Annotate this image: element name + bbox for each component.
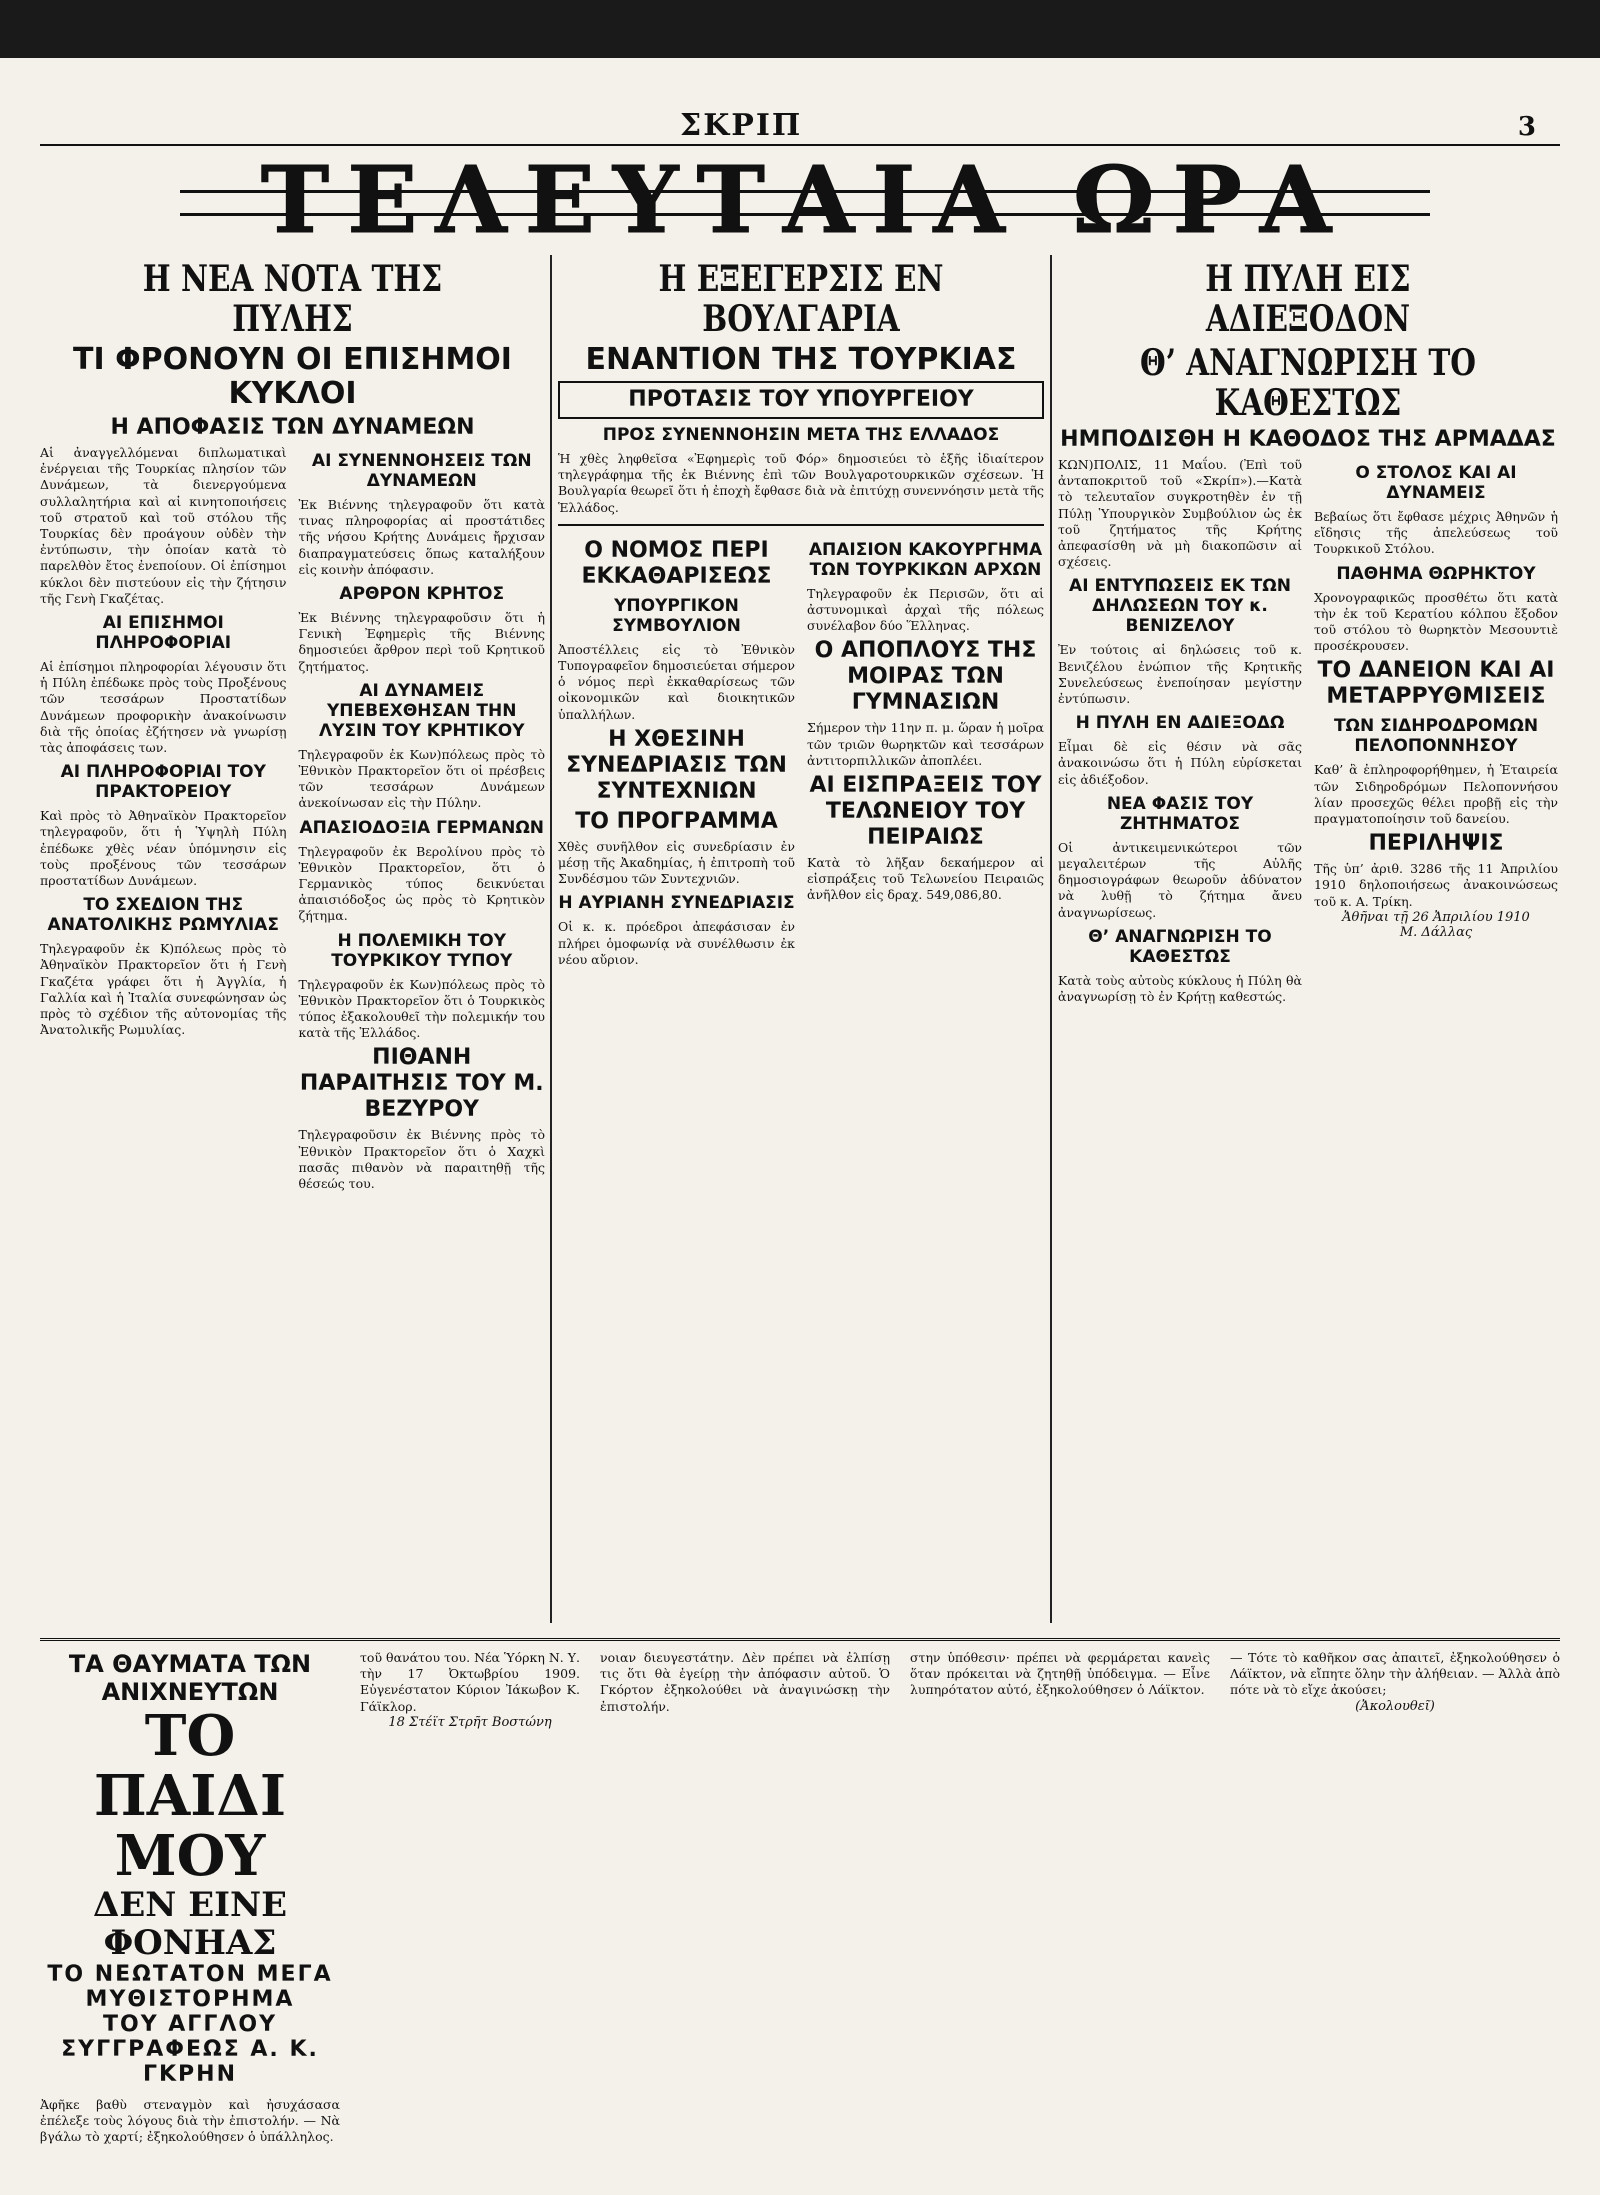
headline: ΠΕΡΙΛΗΨΙΣ bbox=[1368, 831, 1504, 857]
subheading: ΑΙ ΔΥΝΑΜΕΙΣ ΥΠΕΒΕΧΘΗΣΑΝ ΤΗΝ ΛΥΣΙΝ ΤΟΥ ΚΡΗΤΙΚΟΥ bbox=[318, 680, 525, 741]
article-text: Κατὰ τὸ λῆξαν δεκαήμερον αἱ εἰσπράξεις τοῦ Τελωνείου Πειραιῶς ἀνῆλθον εἰς δραχ. 549,086,80. bbox=[807, 855, 1044, 903]
serial-column bbox=[910, 1650, 1210, 2170]
subheading: ΑΠΑΣΙΟΔΟΞΙΑ ΓΕΡΜΑΝΩΝ bbox=[299, 817, 545, 838]
article-text: Τηλεγραφοῦν ἐκ Κ)πόλεως πρὸς τὸ Ἀθηναϊκὸν Πρακτορεῖον ὅτι ἡ Γενὴ Γκαζέτα γράφει ὅτι ἡ Ἀγγλία, ἡ Γαλλία καὶ ἡ Ἰταλία συνεφώνησαν ὡς πρὸς τὸ σχέδιον τῆς αὐτονομίας τῆς Ἀνατολικῆς Ρωμυλίας. bbox=[40, 941, 287, 1038]
subheading: Η ΠΟΛΕΜΙΚΗ ΤΟΥ ΤΟΥΡΚΙΚΟΥ ΤΥΠΟΥ bbox=[331, 930, 513, 971]
article-text: Οἱ ἀντικειμενικώτεροι τῶν μεγαλειτέρων τῆς Αὐλῆς δημοσιογράφων θεωροῦν ἀδύνατον νὰ λυθῇ τὸ ζήτημα ἄνευ ἀναγνωρίσεως. bbox=[1058, 839, 1302, 920]
headline-deck: ΕΝΑΝΤΙΟΝ ΤΗΣ ΤΟΥΡΚΙΑΣ bbox=[585, 342, 1017, 377]
divider bbox=[558, 524, 1044, 526]
subheading: Η ΑΥΡΙΑΝΗ ΣΥΝΕΔΡΙΑΣΙΣ bbox=[558, 893, 795, 914]
serial-column bbox=[1230, 1650, 1560, 2170]
article-text: Χθὲς συνῆλθον εἰς συνεδρίασιν ἐν μέσῃ τῆς Ἀκαδημίας, ἡ ἐπιτροπὴ τοῦ Συνδέσμου τῶν Συντεχνιῶν. bbox=[558, 838, 795, 887]
page-number: 3 bbox=[1517, 112, 1536, 142]
article-text: Αἱ ἀναγγελλόμεναι διπλωματικαὶ ἐνέργειαι τῆς Τουρκίας πλησίον τῶν Δυνάμεων, τὰ διενεργούμενα συλλαλητήρια καὶ αἱ κινητοποιήσεις τοῦ στρατοῦ καὶ τοῦ στόλου τῆς Τουρκίας δὲν προάγουν οὐδὲν τὴν ἐντύπωσιν, τὴν ὁποίαν κατὰ τὸ παρελθὸν ἔτος ἐνεποίουν. Οἱ ἐπίσημοι κύκλοι δὲν πιστεύουν εἰς τὴν ζήτησιν τῆς Γενὴ Γκαζέτας. bbox=[40, 445, 287, 606]
subheading: ΑΡΘΡΟΝ ΚΡΗΤΟΣ bbox=[339, 584, 505, 605]
article-column bbox=[1314, 457, 1558, 1005]
subheading: ΑΙ ΠΛΗΡΟΦΟΡΙΑΙ ΤΟΥ ΠΡΑΚΤΟΡΕΙΟΥ bbox=[60, 762, 266, 803]
article-text: Τῆς ὑπ’ ἀριθ. 3286 τῆς 11 Ἀπριλίου 1910 δηλοποιήσεως ἀνακοινώσεως τοῦ κ. Α. Τρίκη. bbox=[1314, 861, 1558, 909]
divider bbox=[40, 1638, 1560, 1641]
subheading: Θ’ ΑΝΑΓΝΩΡΙΣΗ ΤΟ ΚΑΘΕΣΤΩΣ bbox=[1088, 926, 1272, 967]
column-right bbox=[1058, 255, 1558, 1623]
subheading: ΑΙ ΣΥΝΕΝΝΟΗΣΕΙΣ ΤΩΝ ΔΥΝΑΜΕΩΝ bbox=[311, 451, 532, 491]
article-text: νοιαν διευγεστάτην. Δὲν πρέπει νὰ ἐλπίσῃ τις ὅτι θὰ ἐγείρῃ τὴν ἀπόφασιν αὐτοῦ. Ὁ Γκόρτον ἐξηκολούθει νὰ ἀναγινώσκῃ τὴν ἐπιστολήν. bbox=[600, 1650, 890, 1714]
headline-subdeck: ΠΡΟΣ ΣΥΝΕΝΝΟΗΣΙΝ ΜΕΤΑ ΤΗΣ ΕΛΛΑΔΟΣ bbox=[602, 425, 1000, 445]
article-text: Ἀποστέλλεις εἰς τὸ Ἐθνικὸν Τυπογραφεῖον δημοσιεύεται σήμερον ὁ νόμος περὶ ἐκκαθαρίσεως τῶν οἰκονομικῶν καὶ διοικητικῶν ὑπαλλήλων. bbox=[558, 641, 795, 722]
subheading: Ο ΣΤΟΛΟΣ ΚΑΙ ΑΙ ΔΥΝΑΜΕΙΣ bbox=[1355, 463, 1517, 503]
article-text: Χρονογραφικῶς προσθέτω ὅτι κατὰ τὴν ἐκ τοῦ Κερατίου κόλπου ἔξοδον τοῦ στόλου τὸ θωρηκτὸν Μεσουντιὲ προσέκρουσεν. bbox=[1314, 589, 1558, 654]
subheading: Η ΠΥΛΗ ΕΝ ΑΔΙΕΞΟΔΩ bbox=[1075, 713, 1285, 734]
column-rule bbox=[550, 255, 552, 1623]
headline: ΑΙ ΕΙΣΠΡΑΞΕΙΣ ΤΟΥ ΤΕΛΩΝΕΙΟΥ ΤΟΥ ΠΕΙΡΑΙΩΣ bbox=[809, 773, 1042, 851]
article-text: Καθ’ ἃ ἐπληροφορήθημεν, ἡ Ἑταιρεία τῶν Σιδηροδρόμων Πελοποννήσου λίαν προσεχῶς θέλει προβῇ εἰς τὴν πραγματοποίησιν τοῦ δανείου. bbox=[1314, 762, 1558, 827]
article-text: Αἱ ἐπίσημοι πληροφορίαι λέγουσιν ὅτι ἡ Πύλη ἐπέδωκε πρὸς τοὺς Προξένους τῶν τεσσάρων Προστατίδων Δυνάμεων προφορικὴν ἀνακοίνωσιν διὰ τῆς ὁποίας ἐζήτησεν νὰ γνωρίσῃ τὰς ἀποφάσεις των. bbox=[40, 659, 287, 756]
serial-kicker: ΤΑ ΘΑΥΜΑΤΑ ΤΩΝ ΑΝΙΧΝΕΥΤΩΝ bbox=[68, 1650, 312, 1706]
headline: Ο ΝΟΜΟΣ ΠΕΡΙ ΕΚΚΑΘΑΡΙΣΕΩΣ bbox=[581, 537, 772, 589]
article-column bbox=[40, 445, 287, 1192]
headline: Η ΧΘΕΣΙΝΗ ΣΥΝΕΔΡΙΑΣΙΣ ΤΩΝ ΣΥΝΤΕΧΝΙΩΝ bbox=[566, 726, 787, 804]
article-text: Τηλεγραφοῦν ἐκ Βερολίνου πρὸς τὸ Ἐθνικὸν Πρακτορεῖον, ὅτι ὁ Γερμανικὸς τύπος δεικνύεται ἀπαισιόδοξος ὡς πρὸς τὸ Κρητικὸν ζήτημα. bbox=[298, 843, 545, 924]
serial-section bbox=[40, 1650, 1560, 2170]
article-text: Ἡ χθὲς ληφθεῖσα «Ἐφημερὶς τοῦ Φόρ» δημοσιεύει τὸ ἑξῆς ἰδιαίτερον τηλεγράφημα τῆς ἐκ Βιέννης ἐπὶ τῶν Βουλγαροτουρκικῶν σχέσεων. Ἡ Βουλγαρία θεωρεῖ ὅτι ἡ ἐποχὴ ἔφθασε διὰ νὰ ἐπιτύχῃ συνεννόησιν μετὰ τῆς Ἑλλάδος. bbox=[558, 451, 1044, 515]
article-column bbox=[1058, 457, 1302, 1005]
column-middle bbox=[558, 255, 1044, 1623]
subheading: ΠΙΘΑΝΗ ΠΑΡΑΙΤΗΣΙΣ ΤΟΥ Μ. ΒΕΖΥΡΟΥ bbox=[299, 1045, 544, 1123]
headline-subdeck: ΠΡΟΤΑΣΙΣ ΤΟΥ ΥΠΟΥΡΓΕΙΟΥ bbox=[558, 381, 1044, 419]
headline: Ο ΑΠΟΠΛΟΥΣ ΤΗΣ ΜΟΙΡΑΣ ΤΩΝ ΓΥΜΝΑΣΙΩΝ bbox=[814, 638, 1037, 716]
headline-subdeck: ΤΩΝ ΣΙΔΗΡΟΔΡΟΜΩΝ ΠΕΛΟΠΟΝΝΗΣΟΥ bbox=[1333, 716, 1539, 757]
article-column bbox=[558, 534, 795, 968]
article-text: Κατὰ τοὺς αὐτοὺς κύκλους ἡ Πύλη θὰ ἀναγνωρίσῃ τὸ ἐν Κρήτῃ καθεστώς. bbox=[1058, 972, 1302, 1005]
headline: ΑΠΑΙΣΙΟΝ ΚΑΚΟΥΡΓΗΜΑ ΤΩΝ ΤΟΥΡΚΙΚΩΝ ΑΡΧΩΝ bbox=[808, 539, 1043, 580]
article-text: Καὶ πρὸς τὸ Ἀθηναϊκὸν Πρακτορεῖον τηλεγραφοῦν, ὅτι ἡ Ὑψηλὴ Πύλη ἐπέδωκε χθὲς νέαν ὑπόμνησιν εἰς τοὺς προξένους τῶν τεσσάρων προστατίδων Δυνάμεων. bbox=[40, 808, 287, 889]
article-column bbox=[807, 534, 1044, 968]
serial-title-block bbox=[40, 1650, 340, 2170]
serial-column bbox=[600, 1650, 890, 2170]
article-text: Ἐκ Βιέννης τηλεγραφοῦσιν ὅτι ἡ Γενικὴ Ἐφημερὶς τῆς Βιέννης δημοσιεύει ἄρθρον περὶ τοῦ Κρητικοῦ ζητήματος. bbox=[298, 610, 545, 674]
subheading: ΑΙ ΕΝΤΥΠΩΣΕΙΣ ΕΚ ΤΩΝ ΔΗΛΩΣΕΩΝ ΤΟΥ κ. ΒΕΝΙΖΕΛΟΥ bbox=[1069, 576, 1291, 637]
article-text: — Τότε τὸ καθῆκον σας ἀπαιτεῖ, ἐξηκολούθησεν ὁ Λάϊκτον, νὰ εἴπητε ὅλην τὴν ἀλήθειαν. — Ἀλλὰ ἀπὸ πότε νὰ τὸ εἴχε ἀκούσει; bbox=[1230, 1650, 1560, 1698]
article-text: Ἀφῆκε βαθὺ στεναγμὸν καὶ ἠσυχάσασα ἐπέλεξε τοὺς λόγους διὰ τὴν ἐπιστολήν. — Νὰ βγάλω τὸ χαρτί; ἐξηκολούθησεν ὁ ὑπάλληλος. bbox=[40, 2097, 340, 2145]
headline: Η ΝΕΑ ΝΟΤΑ ΤΗΣ ΠΥΛΗΣ bbox=[142, 258, 443, 340]
article-text: Τηλεγραφοῦν ἐκ Κων)πόλεως πρὸς τὸ Ἐθνικὸν Πρακτορεῖον ὅτι ὁ Τουρκικὸς τύπος ἐξακολουθεῖ τὴν πολεμικήν του κατὰ τῆς Ἑλλάδος. bbox=[298, 976, 545, 1041]
subheading: ΑΙ ΕΠΙΣΗΜΟΙ ΠΛΗΡΟΦΟΡΙΑΙ bbox=[95, 613, 232, 654]
serial-title-2: ΔΕΝ ΕΙΝΕ ΦΟΝΗΑΣ bbox=[92, 1885, 288, 1963]
article-text: Τηλεγραφοῦν ἐκ Κων)πόλεως πρὸς τὸ Ἐθνικὸν Πρακτορεῖον ὅτι οἱ πρέσβεις τῶν τεσσάρων Δυνάμεων ἀνεκοίνωσαν εἰς τὴν Πύλην. bbox=[298, 746, 545, 811]
headline-subdeck: Η ΑΠΟΦΑΣΙΣ ΤΩΝ ΔΥΝΑΜΕΩΝ bbox=[110, 415, 475, 440]
subheading: ΤΟ ΣΧΕΔΙΟΝ ΤΗΣ ΑΝΑΤΟΛΙΚΗΣ ΡΩΜΥΛΙΑΣ bbox=[47, 895, 279, 936]
article-text: Σήμερον τὴν 11ην π. μ. ὥραν ἡ μοῖρα τῶν τριῶν θωρηκτῶν καὶ τεσσάρων ἀντιτορπιλλικῶν ἀποπλέει. bbox=[807, 720, 1044, 768]
dateline: 18 Στέϊτ Στρῆτ Βοστώνη bbox=[388, 1714, 552, 1730]
signature: Μ. Δάλλας bbox=[1399, 924, 1473, 940]
column-rule bbox=[1050, 255, 1052, 1623]
column-left bbox=[40, 255, 545, 1623]
article-text: Τηλεγραφοῦσιν ἐκ Βιέννης πρὸς τὸ Ἐθνικὸν Πρακτορεῖον ὅτι ὁ Χαχκὶ πασᾶς πιθανὸν νὰ παραιτηθῇ τῆς θέσεώς του. bbox=[298, 1127, 545, 1192]
article-text: τοῦ θανάτου του. Νέα Ὑόρκη Ν. Υ. τὴν 17 Ὀκτωβρίου 1909. Εὐγενέστατον Κύριον Ἰάκωβον Κ. Γάϊκλορ. bbox=[360, 1650, 580, 1714]
scan-top-edge bbox=[0, 0, 1600, 58]
headline-subdeck: ΗΜΠΟΔΙΣΘΗ Η ΚΑΘΟΔΟΣ ΤΗΣ ΑΡΜΑΔΑΣ bbox=[1060, 427, 1556, 452]
article-text: στην ὑπόθεσιν· πρέπει νὰ φερμάρεται κανεὶς ὅταν πρόκειται νὰ ζητηθῇ ὑπόδειγμα. — Εἶνε λυπηρότατον αὐτό, ἐξηκολούθησεν ὁ Λάϊκτον. bbox=[910, 1650, 1210, 1698]
headline-deck: ΤΙ ΦΡΟΝΟΥΝ ΟΙ ΕΠΙΣΗΜΟΙ ΚΥΚΛΟΙ bbox=[73, 342, 512, 411]
subheading: ΝΕΑ ΦΑΣΙΣ ΤΟΥ ΖΗΤΗΜΑΤΟΣ bbox=[1106, 793, 1254, 834]
article-text: Ἐν τούτοις αἱ δηλώσεις τοῦ κ. Βενιζέλου ἐνώπιον τῆς Κρητικῆς Συνελεύσεως ἐνεποίησαν μεγίστην ἐντύπωσιν. bbox=[1058, 642, 1302, 707]
article-text: Τηλεγραφοῦν ἐκ Περισῶν, ὅτι αἱ ἀστυνομικαὶ ἀρχαὶ τῆς πόλεως συνέλαβον δύο Ἕλληνας. bbox=[807, 585, 1044, 634]
continued-note: (Ἀκολουθεῖ) bbox=[1355, 1698, 1435, 1714]
serial-column bbox=[360, 1650, 580, 2170]
subheading: ΠΑΘΗΜΑ ΘΩΡΗΚΤΟΥ bbox=[1336, 563, 1536, 584]
article-column bbox=[299, 445, 546, 1192]
article-text: ΚΩΝ)ΠΟΛΙΣ, 11 Μαΐου. (Ἐπὶ τοῦ ἀνταποκριτοῦ τοῦ «Σκρίπ»).—Κατὰ τὸ τελευταῖον συγκροτηθὲν ἐν τῇ Πύλῃ Ὑπουργικὸν Συμβούλιον ὡς ἐκ τοῦ ζητήματος τῆς Κρήτης ἀπεφασίσθη νὰ μὴ διακοπῶσιν αἱ σχέσεις. bbox=[1058, 457, 1302, 570]
headline: ΤΟ ΔΑΝΕΙΟΝ ΚΑΙ ΑΙ ΜΕΤΑΡΡΥΘΜΙΣΕΙΣ bbox=[1317, 658, 1555, 710]
banner-heading bbox=[180, 146, 1430, 254]
subheading: ΤΟ ΠΡΟΓΡΑΜΜΑ bbox=[575, 808, 778, 834]
headline: Η ΕΞΕΓΕΡΣΙΣ ΕΝ ΒΟΥΛΓΑΡΙΑ bbox=[658, 258, 944, 340]
headline-deck: Θ’ ΑΝΑΓΝΩΡΙΣΗ ΤΟ ΚΑΘΕΣΤΩΣ bbox=[1139, 342, 1476, 424]
article-text: Βεβαίως ὅτι ἔφθασε μέχρις Ἀθηνῶν ἡ εἴδησις τῆς ἀπελεύσεως τοῦ Τουρκικοῦ Στόλου. bbox=[1314, 509, 1558, 557]
serial-subtitle: ΤΟ ΝΕΩΤΑΤΟΝ ΜΕΓΑ ΜΥΘΙΣΤΟΡΗΜΑ bbox=[47, 1962, 333, 2012]
article-text: Εἶμαι δὲ εἰς θέσιν νὰ σᾶς ἀνακοινώσω ὅτι ἡ Πύλη εὑρίσκεται εἰς ἀδιέξοδον. bbox=[1058, 739, 1302, 787]
banner-title: ΤΕΛΕΥΤΑΙΑ ΩΡΑ bbox=[260, 146, 1350, 254]
serial-author: ΤΟΥ ΑΓΓΛΟΥ ΣΥΓΓΡΑΦΕΩΣ Α. Κ. ΓΚΡΗΝ bbox=[61, 2012, 319, 2087]
serial-title: ΤΟ ΠΑΙΔΙ ΜΟΥ bbox=[93, 1703, 287, 1889]
article-text: Οἱ κ. κ. πρόεδροι ἀπεφάσισαν ἐν πλήρει ὁμοφωνίᾳ νὰ συνέλθωσιν ἐκ νέου αὔριον. bbox=[558, 919, 795, 967]
dateline: Ἀθῆναι τῇ 26 Ἀπριλίου 1910 bbox=[1342, 909, 1530, 925]
headline: Η ΠΥΛΗ ΕΙΣ ΑΔΙΕΞΟΔΟΝ bbox=[1205, 258, 1411, 340]
subheading: ΥΠΟΥΡΓΙΚΟΝ ΣΥΜΒΟΥΛΙΟΝ bbox=[612, 595, 741, 636]
masthead: ΣΚΡΙΠ bbox=[680, 108, 803, 143]
article-text: Ἐκ Βιέννης τηλεγραφοῦν ὅτι κατὰ τινας πληροφορίας αἱ προστάτιδες τῆς νήσου Κρήτης Δυνάμεις ἤρχισαν διαπραγματεύσεις ὅπως καταλήξουν εἰς κοινὴν ἀπόφασιν. bbox=[298, 497, 545, 577]
